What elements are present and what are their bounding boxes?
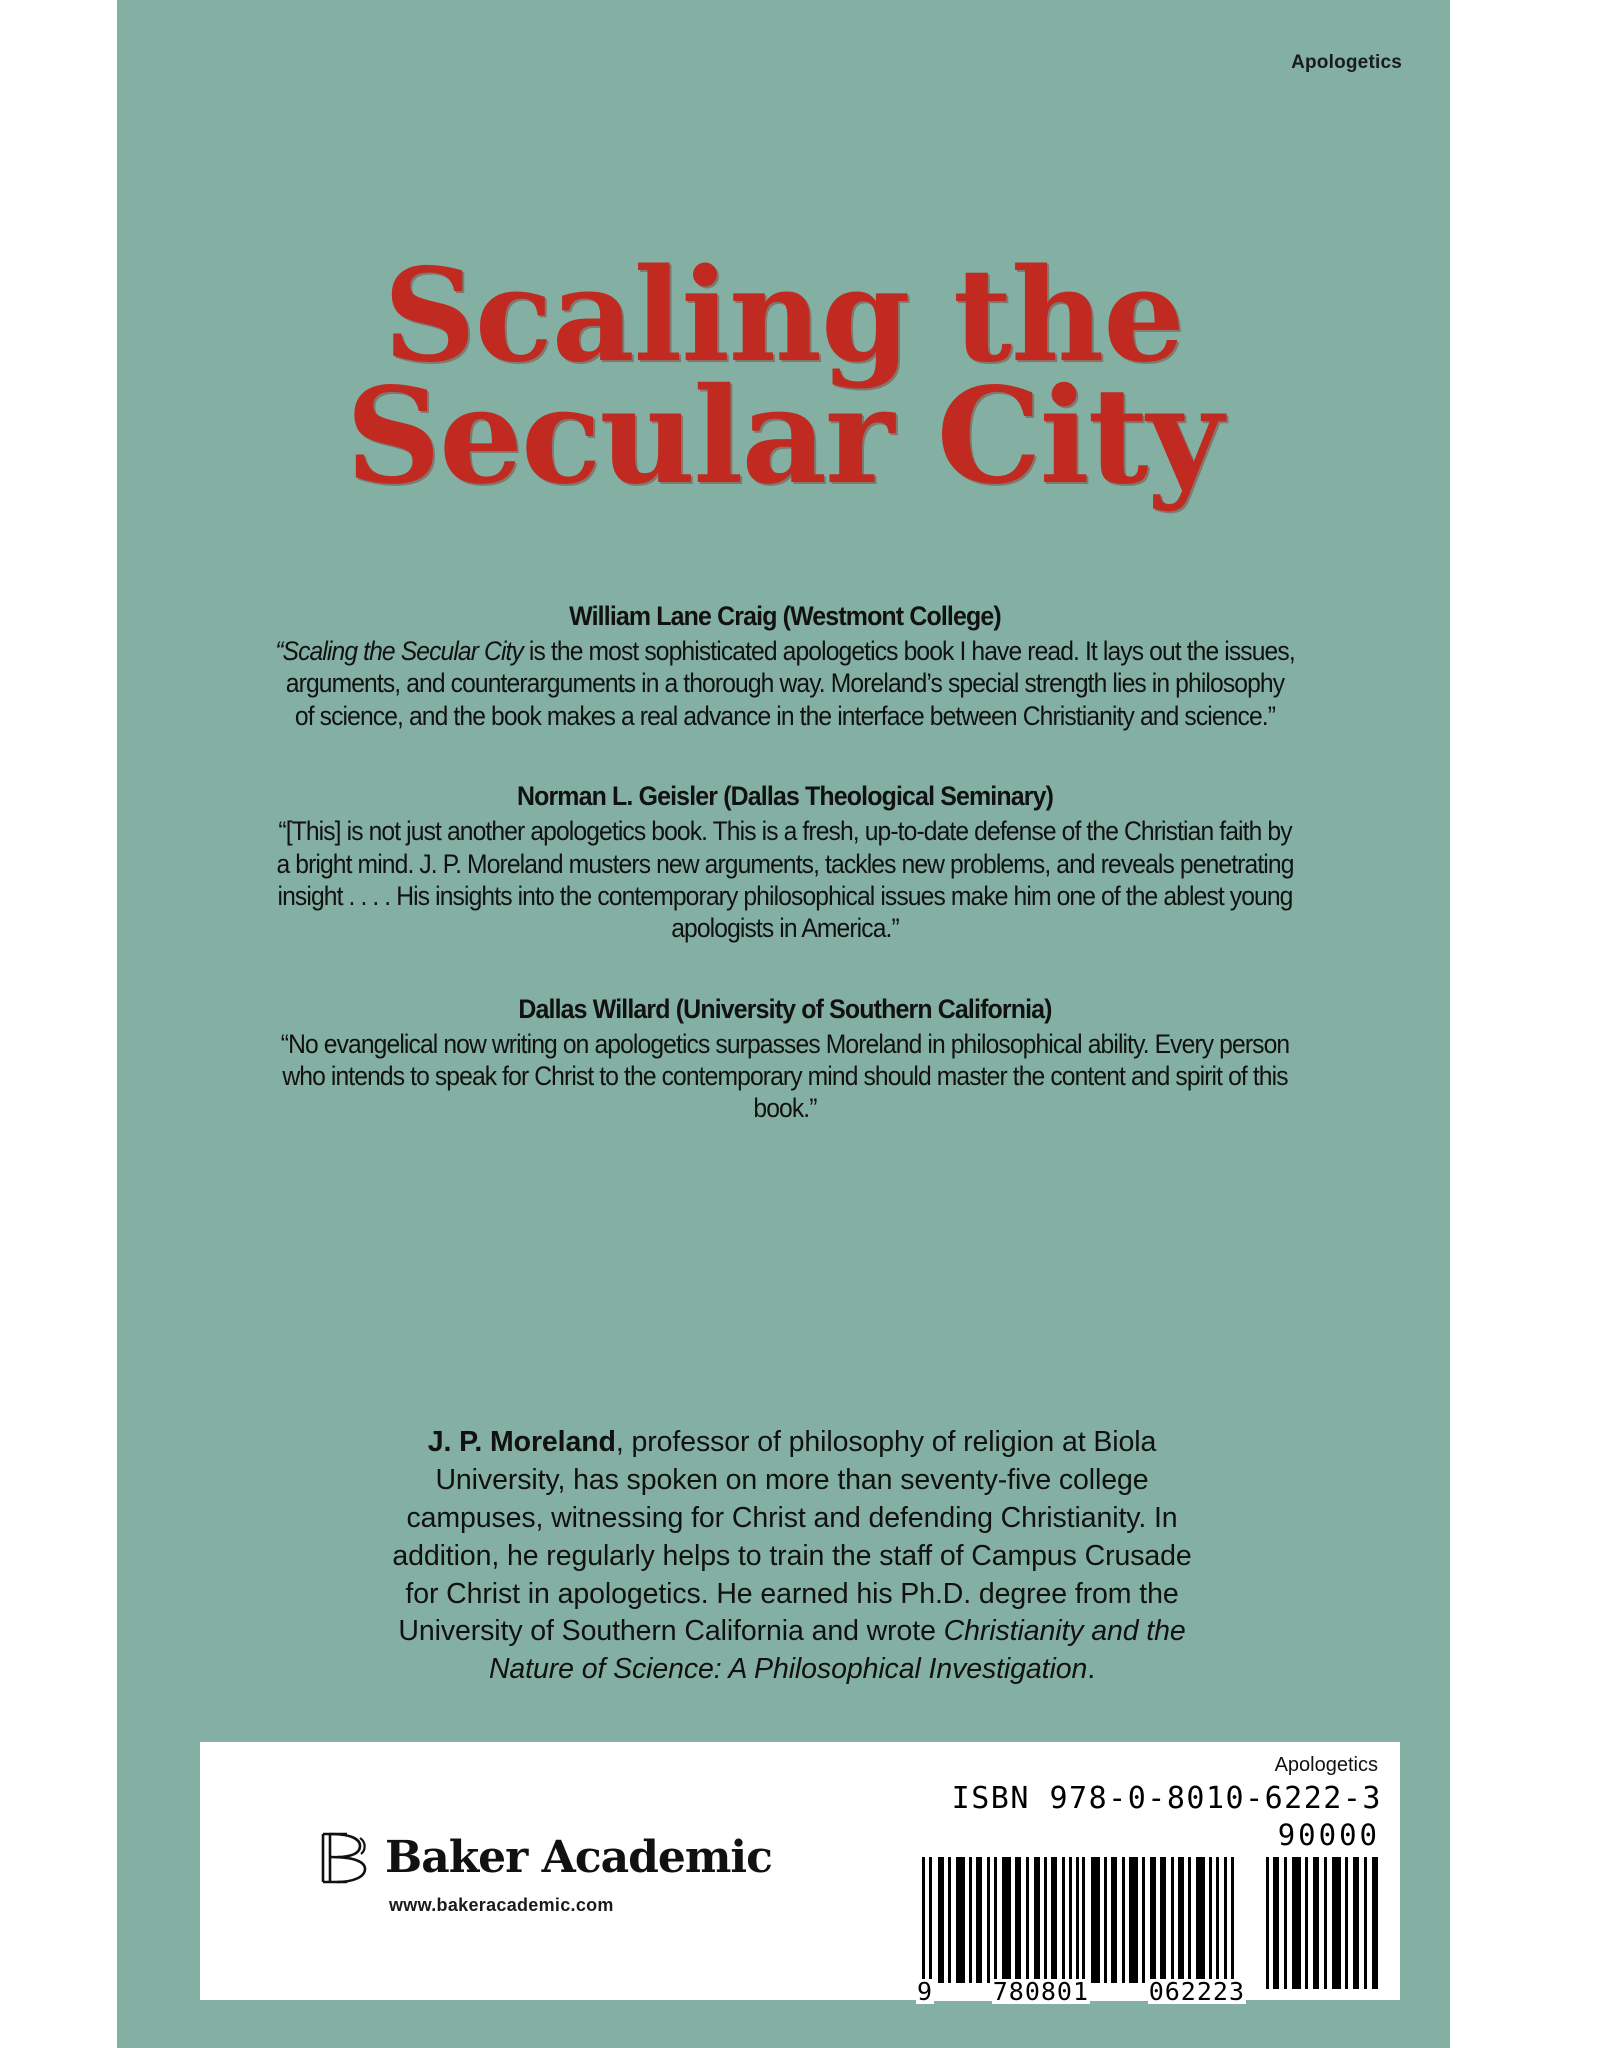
book-title <box>117 241 1450 514</box>
quote-body: is the most sophisticated apologetics book I have read. It lays out the issues, arguments, and counterarguments in a thorough way. Moreland’s special strength lies in philosophy of science, and the book makes a real advance in the interface between Christianity and science.” <box>285 636 1295 731</box>
baker-b-monogram-icon <box>317 1830 371 1886</box>
author-name: J. P. Moreland <box>427 1426 616 1458</box>
category-label-top: Apologetics <box>1291 52 1402 73</box>
publisher-url: www.bakeracademic.com <box>389 1895 614 1915</box>
endorser-name: Dallas Willard (University of Southern California) <box>518 993 1052 1024</box>
ean5-addon-barcode <box>1262 1853 1382 1993</box>
endorser-name: Norman L. Geisler (Dallas Theological Seminary) <box>516 781 1054 812</box>
endorsements-list <box>235 600 1335 1125</box>
endorsement-willard <box>235 993 1335 1125</box>
barcode-bars-row <box>862 1853 1382 2006</box>
ean-digit-group-1: 9 <box>917 1977 934 2006</box>
book-cover <box>117 0 1450 2048</box>
publisher-block <box>317 1830 772 1916</box>
barcode-category-label: Apologetics <box>1274 1754 1378 1776</box>
ean13-bars-icon <box>916 1853 1246 2001</box>
author-bio-text: , professor of philosophy of religion at Biola University, has spoken on more than seventy-five college campuses, witnessing for Christ and defending Christianity. In addition, he regularly helps to train the staff of Campus Crusade for Christ in apologetics. He earned his Ph.D. degree from the University of Southern California and wrote <box>392 1426 1192 1648</box>
publisher-logo-row <box>317 1830 772 1886</box>
book-title-line-2: Secular City <box>345 358 1222 514</box>
author-bio <box>372 1424 1212 1689</box>
book-title-line-1: Scaling the <box>383 241 1184 391</box>
ean5-addon-bars-icon <box>1262 1853 1382 1993</box>
barcode-block <box>862 1754 1382 2006</box>
publisher-barcode-panel <box>200 1742 1400 2006</box>
endorser-name: William Lane Craig (Westmont College) <box>569 601 1001 631</box>
author-bio-text-end: . <box>1087 1653 1096 1686</box>
barcode-addon-value: 90000 <box>1277 1818 1380 1852</box>
endorsement-quote: “[This] is not just another apologetics book. This is a fresh, up-to-date defense of the Christian faith by a bright mind. J. P. Moreland musters new arguments, tackles new problems, and reveals penetrating insight . . . . His insights into the contemporary philosophical issues make him one of the ablest young apologists in America.” <box>276 816 1294 944</box>
author-other-book-title: Christianity and the Nature of Science: A Philosophical Investigation <box>488 1615 1186 1686</box>
endorsement-geisler <box>235 780 1335 944</box>
ean13-barcode <box>916 1853 1246 2006</box>
ean-digit-group-3: 062223 <box>1148 1977 1245 2006</box>
endorsement-craig <box>235 600 1335 732</box>
quoted-book-title: “Scaling the Secular City <box>275 636 523 667</box>
endorsement-quote: “No evangelical now writing on apologetics surpasses Moreland in philosophical ability. Every person who intends to speak for Christ to the contemporary mind should master the content and spirit of this book.” <box>280 1028 1290 1124</box>
endorsement-quote <box>274 635 1297 732</box>
publisher-name: Baker Academic <box>385 1832 772 1883</box>
ean-digit-group-2: 780801 <box>992 1977 1090 2006</box>
isbn-text: ISBN 978-0-8010-6222-3 <box>951 1781 1382 1816</box>
